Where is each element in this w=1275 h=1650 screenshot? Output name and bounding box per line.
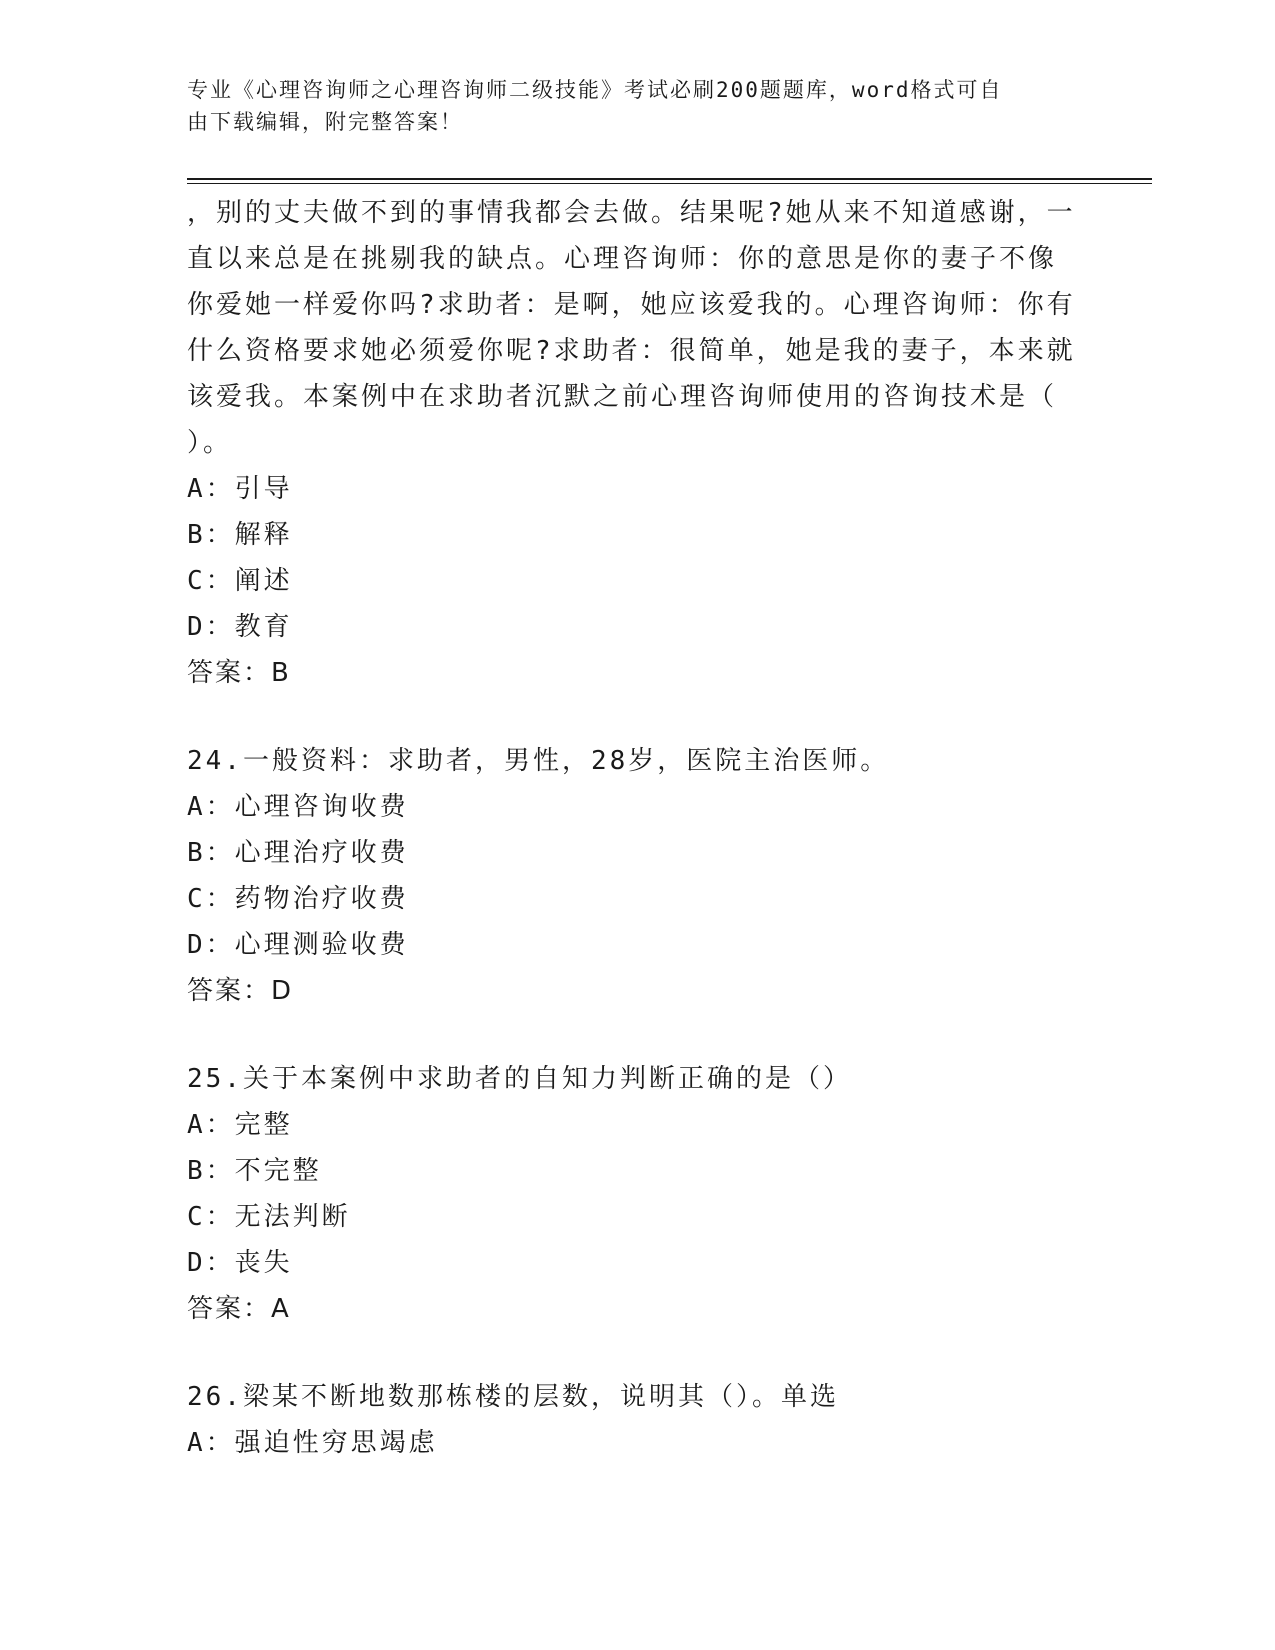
- question-text-line: 什么资格要求她必须爱你呢?求助者：很简单，她是我的妻子，本来就: [187, 336, 1076, 366]
- answer: 答案：D: [187, 976, 294, 1006]
- option-d: D：教育: [187, 612, 293, 642]
- option-d: D：心理测验收费: [187, 930, 409, 960]
- option-c: C：无法判断: [187, 1202, 351, 1232]
- spacer: [187, 1014, 1087, 1056]
- question-stem: 25.关于本案例中求助者的自知力判断正确的是（）: [187, 1064, 852, 1094]
- question-continued: [187, 190, 1087, 696]
- spacer: [187, 696, 1087, 738]
- option-a: A：引导: [187, 474, 293, 504]
- header-rule-thick: [187, 178, 1152, 180]
- question-text-line: 直以来总是在挑剔我的缺点。心理咨询师：你的意思是你的妻子不像: [187, 244, 1058, 274]
- option-b: B：不完整: [187, 1156, 322, 1186]
- question-24: [187, 738, 1087, 1014]
- question-text-line: ）。: [187, 428, 233, 458]
- question-26: [187, 1374, 1087, 1466]
- option-d: D：丧失: [187, 1248, 293, 1278]
- option-c: C：阐述: [187, 566, 293, 596]
- question-text-line: 你爱她一样爱你吗?求助者：是啊，她应该爱我的。心理咨询师：你有: [187, 290, 1076, 320]
- question-text-line: ，别的丈夫做不到的事情我都会去做。结果呢?她从来不知道感谢，一: [187, 198, 1076, 228]
- header-line-1: 专业《心理咨询师之心理咨询师二级技能》考试必刷200题题库，word格式可自: [187, 78, 1003, 102]
- answer: 答案：A: [187, 1294, 291, 1324]
- option-b: B：解释: [187, 520, 293, 550]
- answer: 答案：B: [187, 658, 291, 688]
- option-a: A：心理咨询收费: [187, 792, 409, 822]
- question-stem: 26.梁某不断地数那栋楼的层数，说明其（）。单选: [187, 1382, 839, 1412]
- option-c: C：药物治疗收费: [187, 884, 409, 914]
- option-a: A：完整: [187, 1110, 293, 1140]
- question-text-line: 该爱我。本案例中在求助者沉默之前心理咨询师使用的咨询技术是（: [187, 382, 1058, 412]
- question-stem: 24.一般资料：求助者，男性，28岁，医院主治医师。: [187, 746, 890, 776]
- header-rule-thin: [187, 183, 1152, 184]
- option-b: B：心理治疗收费: [187, 838, 409, 868]
- option-a: A：强迫性穷思竭虑: [187, 1428, 438, 1458]
- document-body: [187, 190, 1087, 1466]
- header-line-2: 由下载编辑，附完整答案！: [187, 110, 463, 134]
- document-header: [187, 74, 1067, 138]
- question-25: [187, 1056, 1087, 1332]
- spacer: [187, 1332, 1087, 1374]
